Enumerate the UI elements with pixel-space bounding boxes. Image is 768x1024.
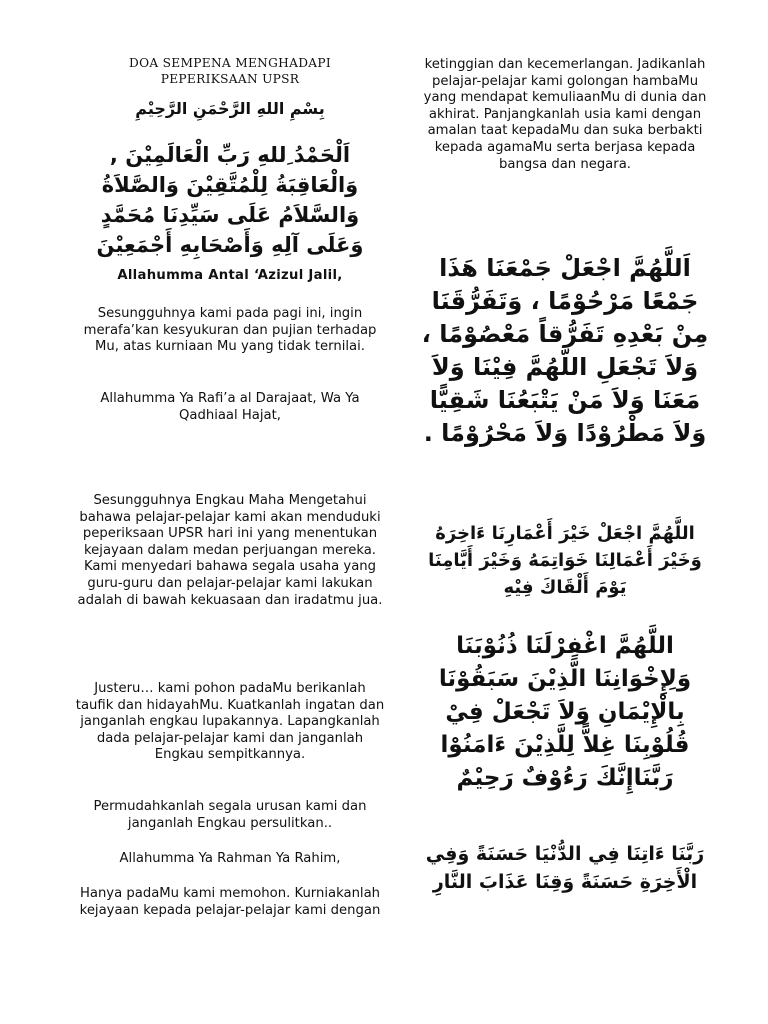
title-line-1: DOA SEMPENA MENGHADAPI [129, 56, 331, 70]
dua-best-of-life: اللَّهُمَّ اجْعَلْ خَيْرَ أَعْمَارِنَا ءَاخِرَهُ وَخَيْرَ أَعْمَالِنَا خَوَاتِمَهُ وَخَيْرَ أَيَّامِنَا يَوْمَ أَلْقَاكَ فِيْهِ [428, 523, 702, 598]
invocation-ya-rafia: Allahumma Ya Rafi’a al Darajaat, Wa Ya Qadhiaal Hajat, [100, 391, 360, 423]
bismillah-text: بِسْمِ اللهِ الرَّحْمَنِ الرَّحِيْمِ [135, 99, 325, 118]
dua-forgiveness: اللَّهُمَّ اغْفِرْلَنَا ذُنُوْبَنَا وَلِإِخْوَانِنَا الَّذِيْنَ سَبَقُوْنَا بِالْإِيْمَانِ وَلاَ تَجْعَلْ فِيْ قُلُوْبِنَا غِلاًّ لِلَّذِيْنَ ءَامَنُوْا رَبَّنَاإِنَّكَ رَءُوْفٌ رَحِيْمٌ [438, 633, 692, 791]
hamdalah-text: اَلْحَمْدُ ِللهِ رَبِّ الْعَالَمِيْنَ , وَالْعَاقِبَةُ لِلْمُتَّقِيْنَ وَالصَّلاَةُ وَالسَّلاَمُ عَلَى سَيِّدِنَا مُحَمَّدٍ وَعَلَى آلِهِ وَأَصْحَابِهِ أَجْمَعِيْنَ [96, 143, 364, 257]
paragraph-ease: Permudahkanlah segala urusan kami dan janganlah Engkau persulitkan.. [93, 799, 367, 831]
title-line-2: PEPERIKSAAN UPSR [160, 72, 300, 86]
document-title [75, 55, 385, 87]
dua-gathering: اَللَّهُمَّ اجْعَلْ جَمْعَنَا هَذَا جَمْعًا مَرْحُوْمًا ، وَتَفَرُّقَنَا مِنْ بَعْدِهِ تَفَرُّقاً مَعْصُوْمًا ، وَلاَ تَجْعَلِ اللَّهُمَّ فِيْنَا وَلاَ مَعَنَا وَلاَ مَنْ يَتْبَعُنَا شَقِيًّا وَلاَ مَطْرُوْدًا وَلاَ مَحْرُوْمًا . [421, 254, 709, 447]
paragraph-taufik: Justeru… kami pohon padaMu berikanlah taufik dan hidayahMu. Kuatkanlah ingatan dan janganlah engkau lupakannya. Lapangkanlah dada pelajar-pelajar kami dan janganlah Engkau sempitkannya. [75, 681, 385, 763]
paragraph-gratitude: Sesungguhnya kami pada pagi ini, ingin merafa’kan kesyukuran dan pujian terhadap Mu, atas kurniaan Mu yang tidak ternilai. [83, 306, 377, 355]
invocation-antal-azizul-jalil: Allahumma Antal ‘Azizul Jalil, [117, 268, 343, 283]
paragraph-continuation: ketinggian dan kecemerlangan. Jadikanlah pelajar-pelajar kami golongan hambaMu yang mendapat kemuliaanMu di dunia dan akhirat. Panjangkanlah usia kami dengan amalan taat kepadaMu dan suka berbakti kepada agamaMu serta berjasa kepada bangsa dan negara. [423, 57, 707, 172]
paragraph-success: Hanya padaMu kami memohon. Kurniakanlah kejayaan kepada pelajar-pelajar kami dengan [79, 886, 381, 918]
invocation-ya-rahman: Allahumma Ya Rahman Ya Rahim, [119, 851, 341, 866]
paragraph-exam: Sesungguhnya Engkau Maha Mengetahui bahawa pelajar-pelajar kami akan menduduki peperiksaan UPSR hari ini yang menentukan kejayaan dalam medan perjuangan mereka. Kami menyedari bahawa segala usaha yang guru-guru dan pelajar-pelajar kami lakukan adalah di bawah kekuasaan dan iradatmu jua. [77, 493, 383, 608]
dua-rabbana-atina: رَبَّنَا ءَاتِنَا فِي الدُّنْيَا حَسَنَةً وَفِي الْأَخِرَةِ حَسَنَةً وَقِنَا عَذَابَ النَّارِ [425, 843, 705, 893]
